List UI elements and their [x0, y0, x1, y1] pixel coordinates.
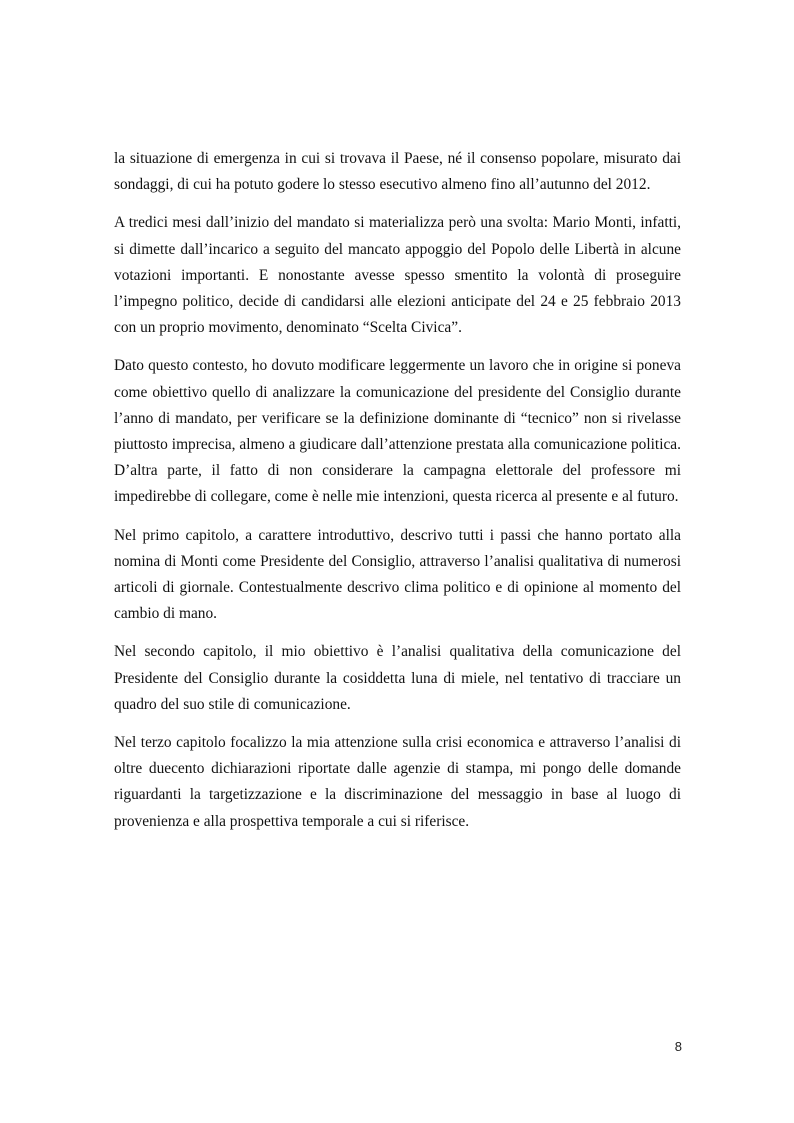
paragraph-2: A tredici mesi dall’inizio del mandato si materializza però una svolta: Mario Monti, infatti, si dimette dall’incarico a seguito del mancato appoggio del Popolo delle Libertà in alcune votazioni importanti. E nonostante avesse spesso smentito la volontà di proseguire l’impegno politico, decide di candidarsi alle elezioni anticipate del 24 e 25 febbraio 2013 con un proprio movimento, denominato “Scelta Civica”.	[114, 214, 681, 337]
paragraph-5: Nel secondo capitolo, il mio obiettivo è l’analisi qualitativa della comunicazione del Presidente del Consiglio durante la cosiddetta luna di miele, nel tentativo di tracciare un quadro del suo stile di comunicazione.	[114, 643, 681, 713]
paragraph-6: Nel terzo capitolo focalizzo la mia attenzione sulla crisi economica e attraverso l’analisi di oltre duecento dichiarazioni riportate dalle agenzie di stampa, mi pongo delle domande riguardanti la targetizzazione e la discriminazione del messaggio in base al luogo di provenienza e alla prospettiva temporale a cui si riferisce.	[114, 734, 681, 830]
paragraph-1: la situazione di emergenza in cui si trovava il Paese, né il consenso popolare, misurato dai sondaggi, di cui ha potuto godere lo stesso esecutivo almeno fino all’autunno del 2012.	[114, 150, 681, 194]
paragraph-4: Nel primo capitolo, a carattere introduttivo, descrivo tutti i passi che hanno portato alla nomina di Monti come Presidente del Consiglio, attraverso l’analisi qualitativa di numerosi articoli di giornale. Contestualmente descrivo clima politico e di opinione al momento del cambio di mano.	[114, 526, 681, 623]
page-number: 8	[674, 1039, 682, 1054]
paragraph-3: Dato questo contesto, ho dovuto modificare leggermente un lavoro che in origine si poneva come obiettivo quello di analizzare la comunicazione del presidente del Consiglio durante l’anno di mandato, per verificare se la definizione dominante di “tecnico” non si rivelasse piuttosto imprecisa, almeno a giudicare dall’attenzione prestata alla comunicazione politica. D’altra parte, il fatto di non considerare la campagna elettorale del professore mi impedirebbe di collegare, come è nelle mie intenzioni, questa ricerca al presente e al futuro.	[114, 357, 681, 506]
body-text	[114, 146, 681, 847]
